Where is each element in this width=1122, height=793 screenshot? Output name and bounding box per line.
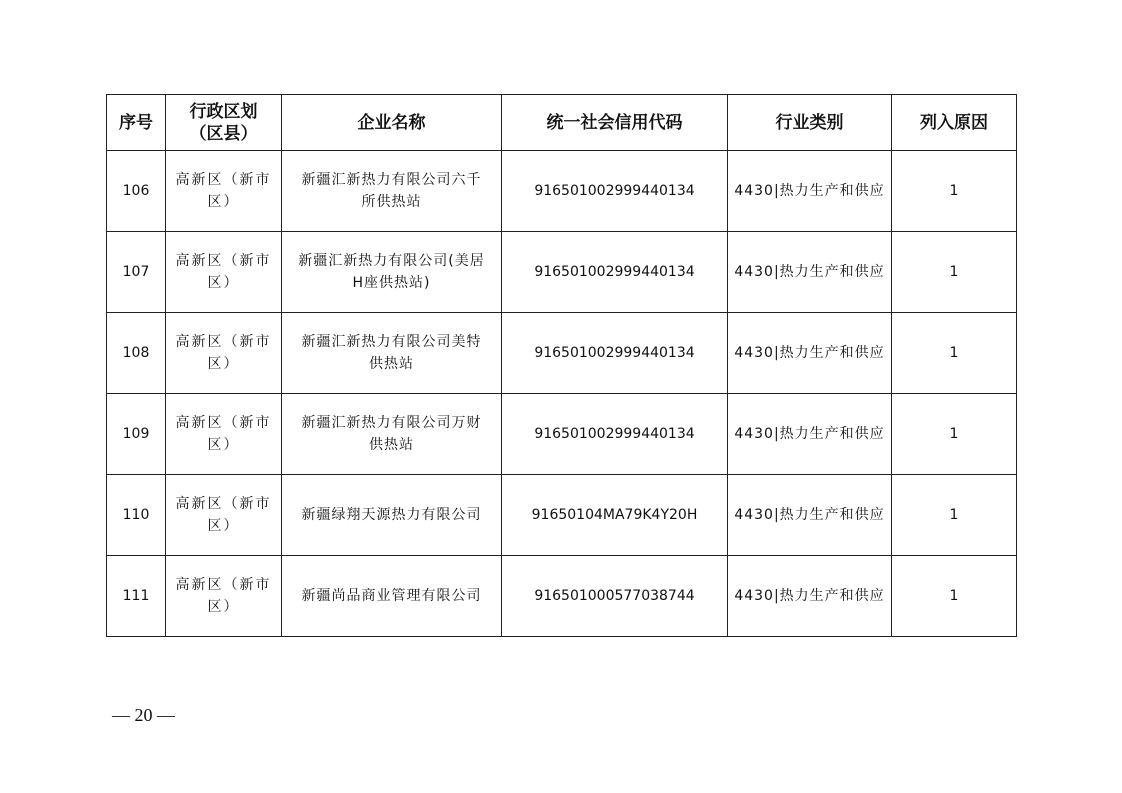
cell-code: 916501002999440134 <box>502 151 728 232</box>
cell-reason: 1 <box>892 556 1017 637</box>
cell-region <box>166 151 282 232</box>
cell-name-line2: 所供热站 <box>361 194 422 210</box>
table-row <box>107 313 1017 394</box>
cell-reason: 1 <box>892 313 1017 394</box>
header-region <box>166 95 282 151</box>
header-code: 统一社会信用代码 <box>502 95 728 151</box>
cell-code: 916501002999440134 <box>502 232 728 313</box>
cell-industry: 4430|热力生产和供应 <box>728 556 892 637</box>
cell-seq: 107 <box>107 232 166 313</box>
cell-industry: 4430|热力生产和供应 <box>728 394 892 475</box>
cell-region-line2: 区） <box>207 275 240 291</box>
cell-industry: 4430|热力生产和供应 <box>728 232 892 313</box>
cell-name-line1: 新疆尚品商业管理有限公司 <box>301 588 482 604</box>
cell-name <box>282 151 502 232</box>
cell-name-line2: 供热站 <box>369 356 414 372</box>
header-region-line2: （区县） <box>189 123 258 144</box>
cell-region-line1: 高新区（新市 <box>175 253 272 269</box>
cell-seq: 111 <box>107 556 166 637</box>
cell-name <box>282 394 502 475</box>
cell-seq: 106 <box>107 151 166 232</box>
cell-region-line1: 高新区（新市 <box>175 334 272 350</box>
cell-region <box>166 313 282 394</box>
cell-name <box>282 313 502 394</box>
cell-region-line1: 高新区（新市 <box>175 172 272 188</box>
cell-reason: 1 <box>892 151 1017 232</box>
cell-code: 91650104MA79K4Y20H <box>502 475 728 556</box>
cell-name-line1: 新疆汇新热力有限公司六千 <box>301 172 482 188</box>
cell-name <box>282 475 502 556</box>
header-region-line1: 行政区划 <box>189 101 258 122</box>
cell-region-line2: 区） <box>207 518 240 534</box>
cell-name-line2: H座供热站) <box>352 275 431 291</box>
cell-name-line1: 新疆汇新热力有限公司美特 <box>301 334 482 350</box>
cell-region-line2: 区） <box>207 437 240 453</box>
cell-industry: 4430|热力生产和供应 <box>728 313 892 394</box>
cell-name-line2: 供热站 <box>369 437 414 453</box>
header-reason: 列入原因 <box>892 95 1017 151</box>
page-number: — 20 — <box>112 705 175 725</box>
cell-reason: 1 <box>892 232 1017 313</box>
cell-seq: 108 <box>107 313 166 394</box>
table-header-row <box>107 95 1017 151</box>
cell-code: 916501002999440134 <box>502 394 728 475</box>
cell-name <box>282 232 502 313</box>
cell-region <box>166 232 282 313</box>
cell-reason: 1 <box>892 394 1017 475</box>
cell-seq: 110 <box>107 475 166 556</box>
cell-code: 916501000577038744 <box>502 556 728 637</box>
cell-seq: 109 <box>107 394 166 475</box>
table-row <box>107 232 1017 313</box>
cell-region-line1: 高新区（新市 <box>175 496 272 512</box>
cell-region-line2: 区） <box>207 194 240 210</box>
table-row <box>107 151 1017 232</box>
cell-code: 916501002999440134 <box>502 313 728 394</box>
header-seq: 序号 <box>107 95 166 151</box>
table-row <box>107 475 1017 556</box>
cell-region-line2: 区） <box>207 599 240 615</box>
cell-region <box>166 556 282 637</box>
cell-name-line1: 新疆绿翔天源热力有限公司 <box>301 507 482 523</box>
cell-reason: 1 <box>892 475 1017 556</box>
cell-industry: 4430|热力生产和供应 <box>728 151 892 232</box>
cell-industry: 4430|热力生产和供应 <box>728 475 892 556</box>
cell-region-line1: 高新区（新市 <box>175 415 272 431</box>
cell-region-line1: 高新区（新市 <box>175 577 272 593</box>
header-name: 企业名称 <box>282 95 502 151</box>
cell-region <box>166 394 282 475</box>
table-row <box>107 556 1017 637</box>
cell-region <box>166 475 282 556</box>
enterprise-table <box>106 94 1017 637</box>
cell-name-line1: 新疆汇新热力有限公司(美居 <box>298 253 485 269</box>
table-row <box>107 394 1017 475</box>
cell-name <box>282 556 502 637</box>
header-industry: 行业类别 <box>728 95 892 151</box>
cell-region-line2: 区） <box>207 356 240 372</box>
cell-name-line1: 新疆汇新热力有限公司万财 <box>301 415 482 431</box>
